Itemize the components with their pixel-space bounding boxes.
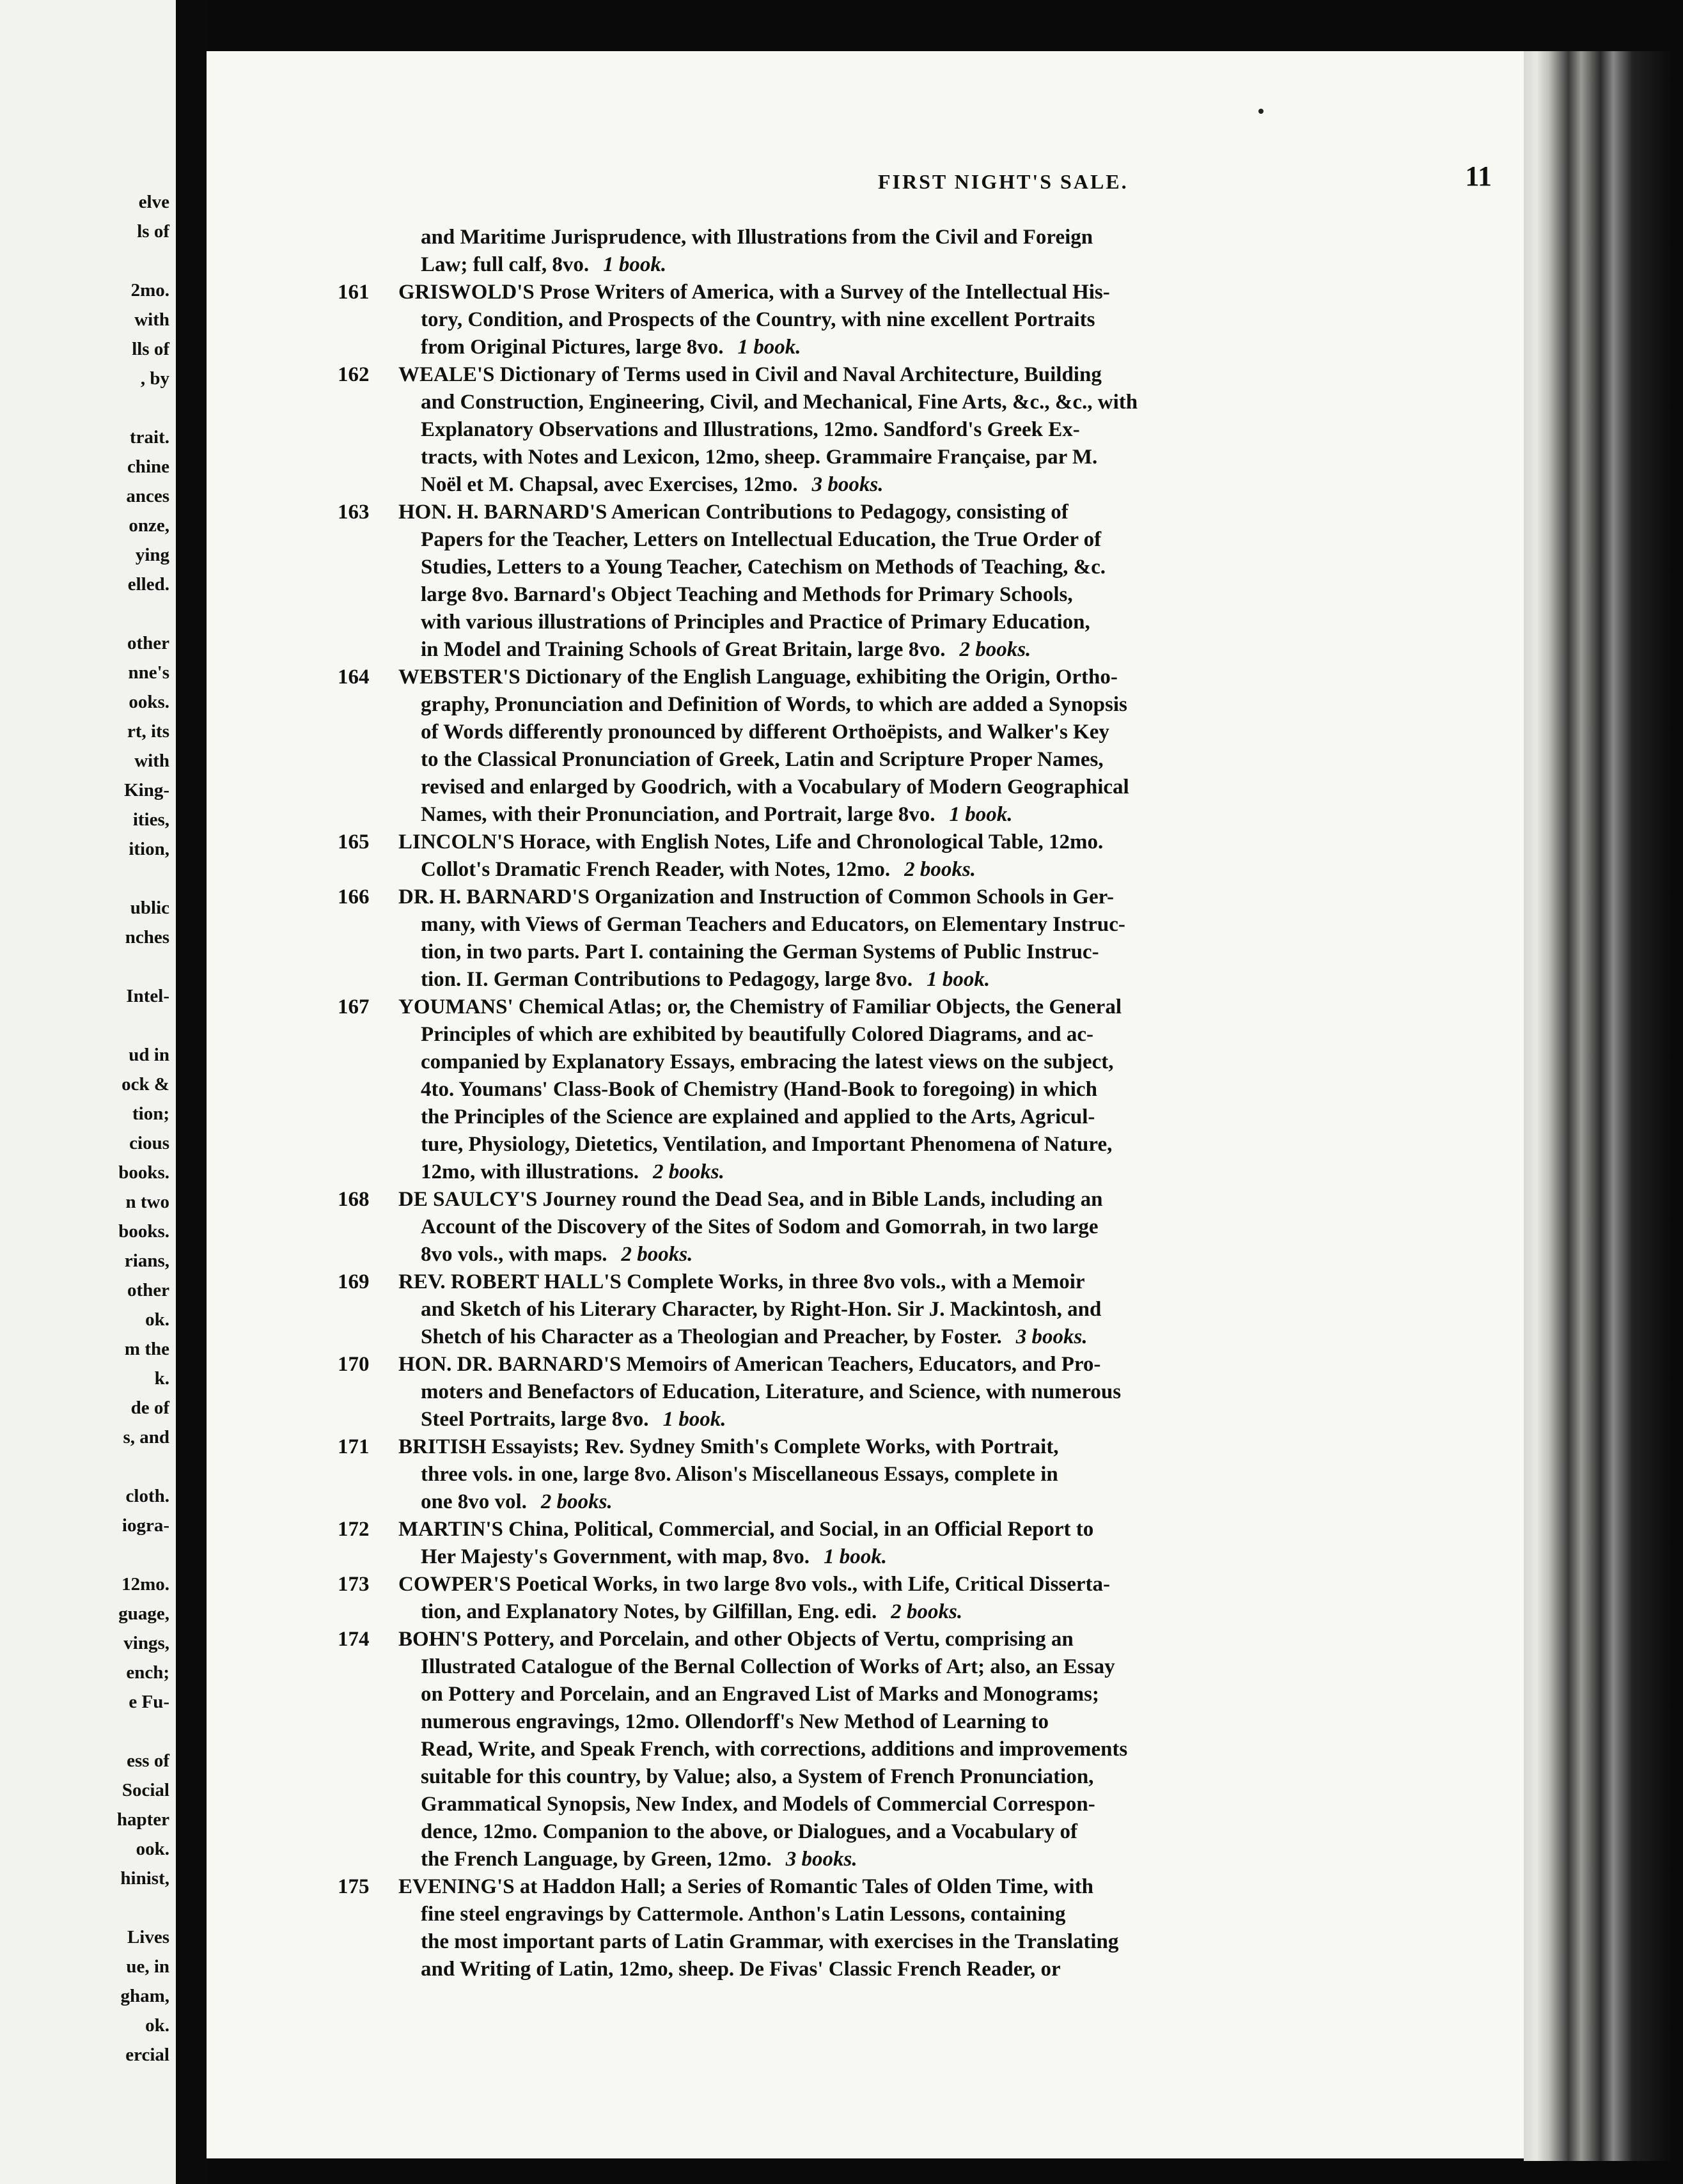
line-text: and Writing of Latin, 12mo, sheep. De Fivas' Classic French Reader, or (421, 1958, 1061, 1981)
lot-description (398, 1268, 1485, 1351)
description-line (398, 389, 1485, 416)
book-count: 1 book. (603, 253, 667, 276)
lot-description (398, 499, 1485, 664)
lot-number: 167 (338, 995, 370, 1018)
facing-page-line: de of (130, 1398, 169, 1418)
facing-page-line: s, and (123, 1427, 169, 1447)
facing-page-line: King- (124, 780, 169, 800)
line-text: of Words differently pronounced by different Orthoëpists, and Walker's Key (421, 721, 1109, 744)
page-number: 11 (1465, 160, 1492, 192)
description-line (398, 1598, 1485, 1626)
description-line (398, 1351, 1485, 1378)
facing-page-line: elled. (127, 574, 169, 595)
description-line (398, 1653, 1485, 1681)
catalogue-entry (207, 1186, 1524, 1268)
line-text: WEBSTER'S Dictionary of the English Language, exhibiting the Origin, Ortho- (398, 666, 1118, 689)
facing-page-line: ances (126, 486, 169, 506)
description-line (398, 1681, 1485, 1708)
line-text: revised and enlarged by Goodrich, with a Vocabulary of Modern Geographical (421, 776, 1129, 799)
description-line (398, 581, 1485, 609)
facing-page-line: ition, (129, 839, 169, 859)
description-line (398, 1791, 1485, 1818)
facing-page-line: lls of (132, 339, 169, 359)
description-line (398, 691, 1485, 719)
lot-number: 171 (338, 1435, 370, 1458)
facing-page-line: ock & (121, 1074, 169, 1095)
facing-page-line: ess of (127, 1751, 169, 1771)
book-gutter (176, 0, 207, 2184)
facing-page-line: other (127, 1280, 169, 1300)
facing-page-line: vings, (123, 1633, 169, 1653)
facing-page-line: other (127, 633, 169, 653)
line-text: graphy, Pronunciation and Definition of Words, to which are added a Synopsis (421, 693, 1127, 716)
line-text: HON. H. BARNARD'S American Contributions to Pedagogy, consisting of (398, 501, 1069, 524)
description-line (398, 1021, 1485, 1049)
line-text: and Maritime Jurisprudence, with Illustrations from the Civil and Foreign (421, 226, 1093, 249)
line-text: BOHN'S Pottery, and Porcelain, and other Objects of Vertu, comprising an (398, 1628, 1074, 1651)
line-text: Papers for the Teacher, Letters on Intellectual Education, the True Order of (421, 528, 1102, 551)
facing-page-line: ercial (125, 2045, 169, 2065)
description-line (398, 966, 1485, 994)
description-line (398, 1543, 1485, 1571)
line-text: Collot's Dramatic French Reader, with Notes, 12mo. (421, 858, 891, 881)
lot-description (398, 1516, 1485, 1571)
book-count: 2 books. (904, 858, 976, 881)
line-text: Steel Portraits, large 8vo. (421, 1408, 649, 1431)
line-text: companied by Explanatory Essays, embracing the latest views on the subject, (421, 1050, 1114, 1073)
description-line (398, 1378, 1485, 1406)
description-line (398, 1516, 1485, 1543)
book-count: 2 books. (621, 1243, 693, 1266)
book-count: 3 books. (1015, 1325, 1088, 1348)
facing-page-line: e Fu- (129, 1692, 169, 1712)
catalogue-entry (207, 884, 1524, 994)
facing-page-line: books. (118, 1162, 169, 1183)
description-line (398, 1873, 1485, 1901)
description-line (398, 416, 1485, 444)
line-text: the Principles of the Science are explained and applied to the Arts, Agricul- (421, 1105, 1095, 1128)
ink-speck (1258, 109, 1264, 114)
catalogue-entry (207, 1433, 1524, 1516)
description-line (398, 1158, 1485, 1186)
facing-page-line: ue, in (126, 1956, 169, 1977)
facing-page-line: ok. (145, 1309, 169, 1330)
description-line (398, 911, 1485, 939)
facing-page-line: ooks. (129, 692, 169, 712)
facing-page-line: ook. (136, 1839, 169, 1859)
description-line (398, 1186, 1485, 1213)
line-text: 12mo, with illustrations. (421, 1160, 639, 1183)
facing-page-line: guage, (118, 1603, 169, 1624)
running-header: FIRST NIGHT'S SALE. (878, 170, 1129, 193)
book-count: 3 books. (811, 473, 884, 496)
page-edges (1524, 51, 1671, 2161)
line-text: BRITISH Essayists; Rev. Sydney Smith's Complete Works, with Portrait, (398, 1435, 1059, 1458)
description-line (398, 1818, 1485, 1846)
lot-description (398, 361, 1485, 499)
description-line (398, 1846, 1485, 1873)
description-line (398, 829, 1485, 856)
description-line (398, 1956, 1485, 1983)
facing-page-line: chine (127, 456, 169, 477)
catalogue-entry (207, 1351, 1524, 1433)
facing-page-line: with (134, 751, 169, 771)
line-text: 4to. Youmans' Class-Book of Chemistry (Hand-Book to foregoing) in which (421, 1078, 1097, 1101)
facing-page-line: elve (138, 192, 169, 212)
facing-page-line: m the (124, 1339, 169, 1359)
line-text: HON. DR. BARNARD'S Memoirs of American Teachers, Educators, and Pro- (398, 1353, 1101, 1376)
facing-page-line: cious (129, 1133, 169, 1153)
facing-page-line: n two (125, 1192, 169, 1212)
catalogue-entry (207, 1516, 1524, 1571)
line-text: Names, with their Pronunciation, and Portrait, large 8vo. (421, 803, 935, 826)
description-line (398, 1241, 1485, 1268)
lot-description (398, 829, 1485, 884)
lot-number: 169 (338, 1270, 370, 1293)
line-text: WEALE'S Dictionary of Terms used in Civil and Naval Architecture, Building (398, 363, 1102, 386)
description-line (398, 1406, 1485, 1433)
line-text: Grammatical Synopsis, New Index, and Models of Commercial Correspon- (421, 1793, 1095, 1816)
facing-page-line: Intel- (126, 986, 169, 1006)
description-line (398, 1131, 1485, 1158)
facing-page-line: ying (135, 545, 169, 565)
lot-number: 161 (338, 281, 370, 304)
line-text: suitable for this country, by Value; also, a System of French Pronunciation, (421, 1765, 1094, 1788)
facing-page-line: Social (121, 1780, 169, 1800)
catalogue-entry (207, 664, 1524, 829)
line-text: with various illustrations of Principles and Practice of Primary Education, (421, 611, 1090, 634)
facing-page-line: ities, (132, 809, 169, 830)
catalogue-entry (207, 1873, 1524, 1983)
lot-description (398, 1571, 1485, 1626)
catalogue-entry (207, 994, 1524, 1186)
lot-number: 175 (338, 1875, 370, 1898)
facing-page-line: trait. (130, 427, 169, 448)
line-text: DR. H. BARNARD'S Organization and Instruction of Common Schools in Ger- (398, 885, 1115, 909)
book-count: 1 book. (927, 968, 990, 991)
description-line (398, 334, 1485, 361)
line-text: and Construction, Engineering, Civil, and Mechanical, Fine Arts, &c., &c., with (421, 391, 1138, 414)
facing-page-line: cloth. (125, 1486, 169, 1506)
facing-page-line: rians, (124, 1251, 169, 1271)
facing-page-line: nches (125, 927, 169, 948)
description-line (398, 636, 1485, 664)
description-line (398, 664, 1485, 691)
line-text: many, with Views of German Teachers and Educators, on Elementary Instruc- (421, 913, 1125, 936)
catalogue-entry (207, 1571, 1524, 1626)
facing-page-line: rt, its (127, 721, 169, 742)
facing-page-line: gham, (120, 1986, 169, 2006)
facing-page-line: k. (154, 1368, 169, 1389)
lot-description (398, 224, 1485, 279)
line-text: Noël et M. Chapsal, avec Exercises, 12mo. (421, 473, 798, 496)
lot-number: 165 (338, 831, 370, 854)
facing-page-line: ublic (130, 898, 169, 918)
description-line (398, 746, 1485, 774)
catalogue-entry (207, 279, 1524, 361)
facing-page-line: nne's (128, 662, 169, 683)
catalogue-entry (207, 1268, 1524, 1351)
description-line (398, 1571, 1485, 1598)
book-count: 1 book. (949, 803, 1013, 826)
line-text: tory, Condition, and Prospects of the Country, with nine excellent Portraits (421, 308, 1095, 331)
lot-description (398, 1351, 1485, 1433)
facing-page-line: hinist, (120, 1868, 169, 1889)
description-line (398, 1928, 1485, 1956)
lot-description (398, 1186, 1485, 1268)
line-text: GRISWOLD'S Prose Writers of America, with a Survey of the Intellectual His- (398, 281, 1110, 304)
description-line (398, 1433, 1485, 1461)
line-text: COWPER'S Poetical Works, in two large 8vo vols., with Life, Critical Disserta- (398, 1573, 1111, 1596)
description-line (398, 554, 1485, 581)
line-text: EVENING'S at Haddon Hall; a Series of Romantic Tales of Olden Time, with (398, 1875, 1093, 1898)
line-text: LINCOLN'S Horace, with English Notes, Life and Chronological Table, 12mo. (398, 831, 1104, 854)
lot-description (398, 664, 1485, 829)
description-line (398, 444, 1485, 471)
book-count: 2 books. (959, 638, 1031, 661)
description-line (398, 774, 1485, 801)
description-line (398, 994, 1485, 1021)
lot-number: 173 (338, 1573, 370, 1596)
facing-page-line: , by (140, 368, 169, 389)
facing-page-line: 2mo. (130, 280, 169, 300)
description-line (398, 526, 1485, 554)
line-text: Studies, Letters to a Young Teacher, Catechism on Methods of Teaching, &c. (421, 556, 1106, 579)
book-count: 1 book. (823, 1545, 887, 1568)
line-text: DE SAULCY'S Journey round the Dead Sea, and in Bible Lands, including an (398, 1188, 1103, 1211)
catalogue-entry (207, 1626, 1524, 1873)
description-line (398, 884, 1485, 911)
facing-page-fragment (0, 0, 176, 2184)
book-count: 2 books. (891, 1600, 963, 1623)
description-line (398, 1213, 1485, 1241)
facing-page-line: books. (118, 1221, 169, 1242)
lot-description (398, 279, 1485, 361)
description-line (398, 1626, 1485, 1653)
lot-number: 166 (338, 885, 370, 909)
description-line (398, 856, 1485, 884)
description-line (398, 1104, 1485, 1131)
description-line (398, 1461, 1485, 1488)
line-text: Explanatory Observations and Illustrations, 12mo. Sandford's Greek Ex- (421, 418, 1080, 441)
line-text: Illustrated Catalogue of the Bernal Collection of Works of Art; also, an Essay (421, 1655, 1115, 1678)
line-text: 8vo vols., with maps. (421, 1243, 607, 1266)
description-line (398, 1296, 1485, 1323)
description-line (398, 251, 1485, 279)
line-text: one 8vo vol. (421, 1490, 527, 1513)
lot-description (398, 1873, 1485, 1983)
lot-number: 170 (338, 1353, 370, 1376)
description-line (398, 1736, 1485, 1763)
description-line (398, 1901, 1485, 1928)
catalogue-entry (207, 224, 1524, 279)
line-text: Principles of which are exhibited by beautifully Colored Diagrams, and ac- (421, 1023, 1094, 1046)
line-text: from Original Pictures, large 8vo. (421, 336, 724, 359)
description-line (398, 1268, 1485, 1296)
line-text: and Sketch of his Literary Character, by Right-Hon. Sir J. Mackintosh, and (421, 1298, 1102, 1321)
line-text: tracts, with Notes and Lexicon, 12mo, sheep. Grammaire Française, par M. (421, 446, 1098, 469)
description-line (398, 801, 1485, 829)
line-text: numerous engravings, 12mo. Ollendorff's New Method of Learning to (421, 1710, 1049, 1733)
description-line (398, 224, 1485, 251)
line-text: in Model and Training Schools of Great Britain, large 8vo. (421, 638, 946, 661)
lot-number: 163 (338, 501, 370, 524)
line-text: MARTIN'S China, Political, Commercial, and Social, in an Official Report to (398, 1518, 1094, 1541)
description-line (398, 1076, 1485, 1104)
line-text: Shetch of his Character as a Theologian and Preacher, by Foster. (421, 1325, 1002, 1348)
facing-page-line: with (134, 309, 169, 330)
lot-number: 172 (338, 1518, 370, 1541)
catalogue-entry (207, 829, 1524, 884)
book-count: 2 books. (653, 1160, 724, 1183)
book-count: 1 book. (662, 1408, 726, 1431)
facing-page-line: hapter (116, 1809, 169, 1830)
facing-page-line: onze, (129, 515, 169, 536)
description-line (398, 361, 1485, 389)
line-text: dence, 12mo. Companion to the above, or Dialogues, and a Vocabulary of (421, 1820, 1078, 1843)
description-line (398, 1708, 1485, 1736)
line-text: large 8vo. Barnard's Object Teaching and Methods for Primary Schools, (421, 583, 1073, 606)
line-text: the most important parts of Latin Grammar, with exercises in the Translating (421, 1930, 1119, 1953)
book-count: 3 books. (785, 1848, 857, 1871)
facing-page-line: ok. (145, 2015, 169, 2036)
line-text: to the Classical Pronunciation of Greek, Latin and Scripture Proper Names, (421, 748, 1104, 771)
facing-page-line: Lives (127, 1927, 169, 1947)
facing-page-line: iogra- (121, 1515, 169, 1536)
book-count: 2 books. (540, 1490, 613, 1513)
book-count: 1 book. (737, 336, 801, 359)
lot-number: 164 (338, 666, 370, 689)
description-line (398, 499, 1485, 526)
line-text: tion. II. German Contributions to Pedagogy, large 8vo. (421, 968, 913, 991)
line-text: tion, and Explanatory Notes, by Gilfillan, Eng. edi. (421, 1600, 877, 1623)
line-text: the French Language, by Green, 12mo. (421, 1848, 772, 1871)
description-line (398, 471, 1485, 499)
lot-number: 162 (338, 363, 370, 386)
line-text: three vols. in one, large 8vo. Alison's Miscellaneous Essays, complete in (421, 1463, 1058, 1486)
line-text: Account of the Discovery of the Sites of Sodom and Gomorrah, in two large (421, 1215, 1099, 1238)
lot-description (398, 1433, 1485, 1516)
lot-number: 168 (338, 1188, 370, 1211)
facing-page-line: ench; (126, 1662, 169, 1683)
description-line (398, 1488, 1485, 1516)
description-line (398, 1763, 1485, 1791)
line-text: Read, Write, and Speak French, with corrections, additions and improvements (421, 1738, 1128, 1761)
lot-description (398, 1626, 1485, 1873)
lot-description (398, 884, 1485, 994)
line-text: Law; full calf, 8vo. (421, 253, 590, 276)
line-text: on Pottery and Porcelain, and an Engraved List of Marks and Monograms; (421, 1683, 1099, 1706)
facing-page-line: ud in (129, 1045, 169, 1065)
facing-page-line: tion; (132, 1104, 169, 1124)
catalogue-entry (207, 361, 1524, 499)
catalogue-page (207, 51, 1524, 2158)
line-text: REV. ROBERT HALL'S Complete Works, in three 8vo vols., with a Memoir (398, 1270, 1085, 1293)
line-text: tion, in two parts. Part I. containing the German Systems of Public Instruc- (421, 940, 1099, 963)
facing-page-line: ls of (137, 221, 169, 242)
description-line (398, 1049, 1485, 1076)
line-text: fine steel engravings by Cattermole. Anthon's Latin Lessons, containing (421, 1903, 1066, 1926)
description-line (398, 1323, 1485, 1351)
line-text: YOUMANS' Chemical Atlas; or, the Chemistry of Familiar Objects, the General (398, 995, 1122, 1018)
description-line (398, 306, 1485, 334)
catalogue-entry (207, 499, 1524, 664)
description-line (398, 609, 1485, 636)
description-line (398, 279, 1485, 306)
lot-number: 174 (338, 1628, 370, 1651)
line-text: Her Majesty's Government, with map, 8vo. (421, 1545, 810, 1568)
line-text: ture, Physiology, Dietetics, Ventilation, and Important Phenomena of Nature, (421, 1133, 1113, 1156)
description-line (398, 719, 1485, 746)
catalogue-entries (207, 224, 1524, 1983)
lot-description (398, 994, 1485, 1186)
description-line (398, 939, 1485, 966)
line-text: moters and Benefactors of Education, Literature, and Science, with numerous (421, 1380, 1122, 1403)
facing-page-line: 12mo. (121, 1574, 169, 1595)
